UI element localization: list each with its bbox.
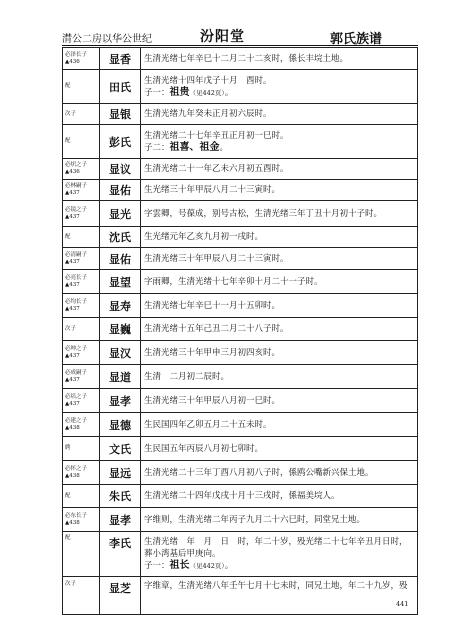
name-cell: 显望 [100, 270, 141, 294]
name-cell: 田氏 [100, 70, 141, 104]
name-cell: 彭氏 [100, 125, 141, 159]
page-header [0, 0, 455, 46]
table-row [63, 485, 418, 508]
description-cell: 字维则，生清光绪二年丙子九月二十六巳时，同堂兄土地。 [141, 508, 418, 532]
relation-cell: 必怀之子 ▲438 [63, 461, 100, 485]
table-row [63, 389, 418, 413]
relation-cell: 必泽长子 ▲436 [63, 48, 100, 70]
description-cell: 生清光绪十五年己丑二月二十八子时。 [141, 318, 418, 341]
relation-cell: 必镜之子 ▲437 [63, 201, 100, 227]
table-row [63, 70, 418, 104]
description-cell: 生清光绪十四年戊子十月 酉时。 子一：祖贵（见442页）。 [141, 70, 418, 104]
name-cell: 显巍 [100, 318, 141, 341]
header-branch-title: 潸公二房以华公世纪 [62, 34, 152, 45]
table-row [63, 318, 418, 341]
table-row [63, 365, 418, 389]
table-row [63, 341, 418, 365]
table-row [63, 508, 418, 532]
relation-cell: 必亮长子 ▲437 [63, 270, 100, 294]
description-cell: 生清光绪九年癸未正月初六辰时。 [141, 104, 418, 125]
description-cell: 字维章，生清光绪八年壬午七月十七未时，同兄土地，年二十九岁，殁 [141, 577, 418, 615]
page-number: 441 [396, 600, 409, 608]
children-line: 子一：祖长（见442页）。 [144, 560, 234, 571]
relation-cell: 必林嗣子 ▲437 [63, 180, 100, 201]
table-row [63, 577, 418, 615]
description-cell: 生清光绪 年 月 日 时，年二十岁，殁光绪二十七年辛丑月日时，葬小湾基后甲庚向。 子一：祖长（见442页）。 [141, 532, 418, 577]
name-cell: 显佑 [100, 248, 141, 270]
header-rule [62, 45, 418, 46]
relation-cell: 次子 [63, 104, 100, 125]
name-cell: 显德 [100, 413, 141, 437]
relation-cell: 次子 [63, 318, 100, 341]
table-row [63, 180, 418, 201]
table-row [63, 201, 418, 227]
header-hall-name: 汾阳堂 [200, 29, 245, 45]
relation-cell: 必坤之子 ▲437 [63, 341, 100, 365]
relation-cell: 聘 [63, 437, 100, 461]
table-row [63, 270, 418, 294]
children-line: 子二：祖喜、祖金。 [144, 141, 229, 153]
description-cell: 生清光绪二十四年戊戌十月十三戌时，係福美垸人。 [141, 485, 418, 508]
name-cell: 文氏 [100, 437, 141, 461]
table-row [63, 532, 418, 577]
description-cell: 生清光绪三十年甲辰八月二十三寅时。 [141, 248, 418, 270]
children-line: 子一：祖贵（见442页）。 [144, 86, 234, 98]
name-cell: 显佑 [100, 180, 141, 201]
relation-cell: 必培之子 ▲437 [63, 389, 100, 413]
table-row [63, 159, 418, 180]
description-cell: 生清光绪二十一年乙未六月初五酉时。 [141, 159, 418, 180]
name-cell: 显芝 [100, 577, 141, 615]
name-cell: 显道 [100, 365, 141, 389]
description-cell: 生光绪三十年甲辰八月二十三寅时。 [141, 180, 418, 201]
genealogy-table [62, 47, 418, 615]
relation-cell: 必清嗣子 ▲437 [63, 248, 100, 270]
description-cell: 生民国四年乙卯五月二十五未时。 [141, 413, 418, 437]
table-row [63, 437, 418, 461]
description-cell: 生清 二月初二辰时。 [141, 365, 418, 389]
name-cell: 显议 [100, 159, 141, 180]
relation-cell: 配 [63, 70, 100, 104]
name-cell: 显香 [100, 48, 141, 70]
name-cell: 李氏 [100, 532, 141, 577]
relation-cell: 必建之子 ▲438 [63, 413, 100, 437]
name-cell: 显银 [100, 104, 141, 125]
name-cell: 显汉 [100, 341, 141, 365]
table-row [63, 248, 418, 270]
description-cell: 生清光绪三十年甲申三月初四亥时。 [141, 341, 418, 365]
table-row [63, 104, 418, 125]
relation-cell: 配 [63, 227, 100, 248]
relation-cell: 配 [63, 125, 100, 159]
description-cell: 生清光绪七年辛巳十一月十五卯时。 [141, 294, 418, 318]
table-row [63, 294, 418, 318]
table-row [63, 48, 418, 70]
relation-cell: 次子 [63, 577, 100, 615]
relation-cell: 必东长子 ▲438 [63, 508, 100, 532]
relation-cell: 必均长子 ▲437 [63, 294, 100, 318]
name-cell: 显寿 [100, 294, 141, 318]
name-cell: 显远 [100, 461, 141, 485]
name-cell: 沈氏 [100, 227, 141, 248]
relation-cell: 配 [63, 532, 100, 577]
description-cell: 字雲卿，号葆成，别号古松，生清光绪三年丁丑十月初十子时。 [141, 201, 418, 227]
relation-cell: 必成嗣子 ▲437 [63, 365, 100, 389]
description-cell: 生清光绪二十三年丁酉八月初八子时，係鸥公嘴新兴保土地。 [141, 461, 418, 485]
description-cell: 生光绪元年乙亥九月初一戌时。 [141, 227, 418, 248]
description-cell: 字雨卿，生清光绪十七年辛卯十月二十一子时。 [141, 270, 418, 294]
table-row [63, 227, 418, 248]
relation-cell: 配 [63, 485, 100, 508]
table-row [63, 461, 418, 485]
description-cell: 生民国五年丙辰八月初七卯时。 [141, 437, 418, 461]
name-cell: 显光 [100, 201, 141, 227]
relation-cell: 必炽之子 ▲436 [63, 159, 100, 180]
description-cell: 生清光绪三十年甲辰八月初一巳时。 [141, 389, 418, 413]
header-book-title: 郭氏族谱 [330, 32, 383, 47]
name-cell: 显孝 [100, 389, 141, 413]
name-cell: 朱氏 [100, 485, 141, 508]
table-row [63, 413, 418, 437]
description-cell: 生清光绪七年辛巳十二月二十二亥时，係长丰垸土地。 [141, 48, 418, 70]
table-row [63, 125, 418, 159]
name-cell: 显孝 [100, 508, 141, 532]
description-cell: 生清光绪二十七年辛丑正月初一巳时。 子二：祖喜、祖金。 [141, 125, 418, 159]
